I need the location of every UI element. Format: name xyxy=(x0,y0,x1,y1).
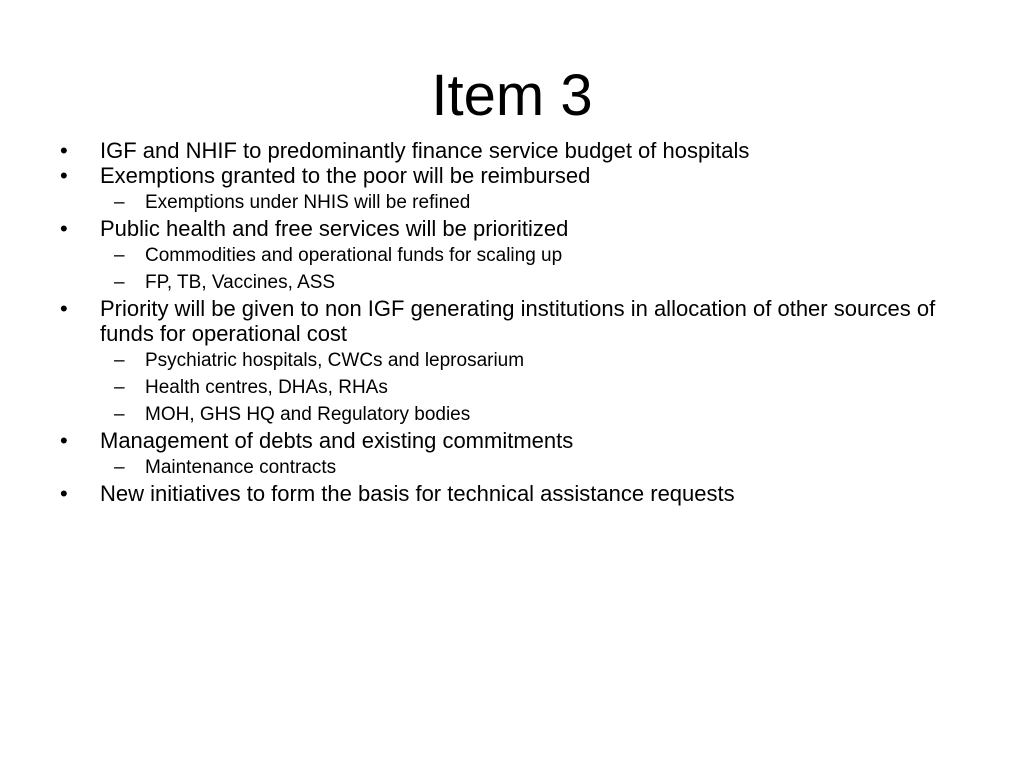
sub-item xyxy=(58,269,988,296)
sub-marker: – xyxy=(114,272,125,293)
bullet-item xyxy=(58,216,988,241)
bullet-text: IGF and NHIF to predominantly finance service budget of hospitals xyxy=(100,138,750,163)
bullet-text: Exemptions granted to the poor will be reimbursed xyxy=(100,163,591,188)
sub-marker: – xyxy=(114,377,125,398)
bullet-marker: • xyxy=(60,481,68,506)
bullet-item xyxy=(58,138,988,163)
sub-item xyxy=(58,242,988,269)
sub-marker: – xyxy=(114,350,125,371)
sub-text: Health centres, DHAs, RHAs xyxy=(145,377,388,398)
sub-text: Exemptions under NHIS will be refined xyxy=(145,192,471,213)
sub-item xyxy=(58,189,988,216)
bullet-item xyxy=(58,428,988,453)
sub-text: Commodities and operational funds for scaling up xyxy=(145,245,563,266)
sub-item xyxy=(58,374,988,401)
bullet-text: Priority will be given to non IGF generating institutions in allocation of other sources of funds for operational cost xyxy=(100,296,936,346)
bullet-marker: • xyxy=(60,138,68,163)
sub-list xyxy=(58,347,988,428)
sub-text: Maintenance contracts xyxy=(145,457,337,478)
bullet-item xyxy=(58,163,988,188)
bullet-list xyxy=(58,138,988,506)
bullet-text: New initiatives to form the basis for technical assistance requests xyxy=(100,481,735,506)
bullet-text: Management of debts and existing commitments xyxy=(100,428,574,453)
sub-text: Psychiatric hospitals, CWCs and leprosarium xyxy=(145,350,525,371)
bullet-marker: • xyxy=(60,216,68,241)
sub-item xyxy=(58,454,988,481)
bullet-text: Public health and free services will be prioritized xyxy=(100,216,569,241)
sub-list xyxy=(58,242,988,296)
sub-text: FP, TB, Vaccines, ASS xyxy=(145,272,336,293)
sub-text: MOH, GHS HQ and Regulatory bodies xyxy=(145,404,471,425)
bullet-marker: • xyxy=(60,296,68,321)
sub-list xyxy=(58,189,988,216)
sub-marker: – xyxy=(114,457,125,478)
sub-list xyxy=(58,454,988,481)
sub-item xyxy=(58,401,988,428)
sub-item xyxy=(58,347,988,374)
bullet-item xyxy=(58,481,988,506)
bullet-marker: • xyxy=(60,428,68,453)
bullet-marker: • xyxy=(60,163,68,188)
sub-marker: – xyxy=(114,192,125,213)
slide-title: Item 3 xyxy=(431,63,593,128)
sub-marker: – xyxy=(114,404,125,425)
sub-marker: – xyxy=(114,245,125,266)
bullet-item xyxy=(58,296,988,346)
